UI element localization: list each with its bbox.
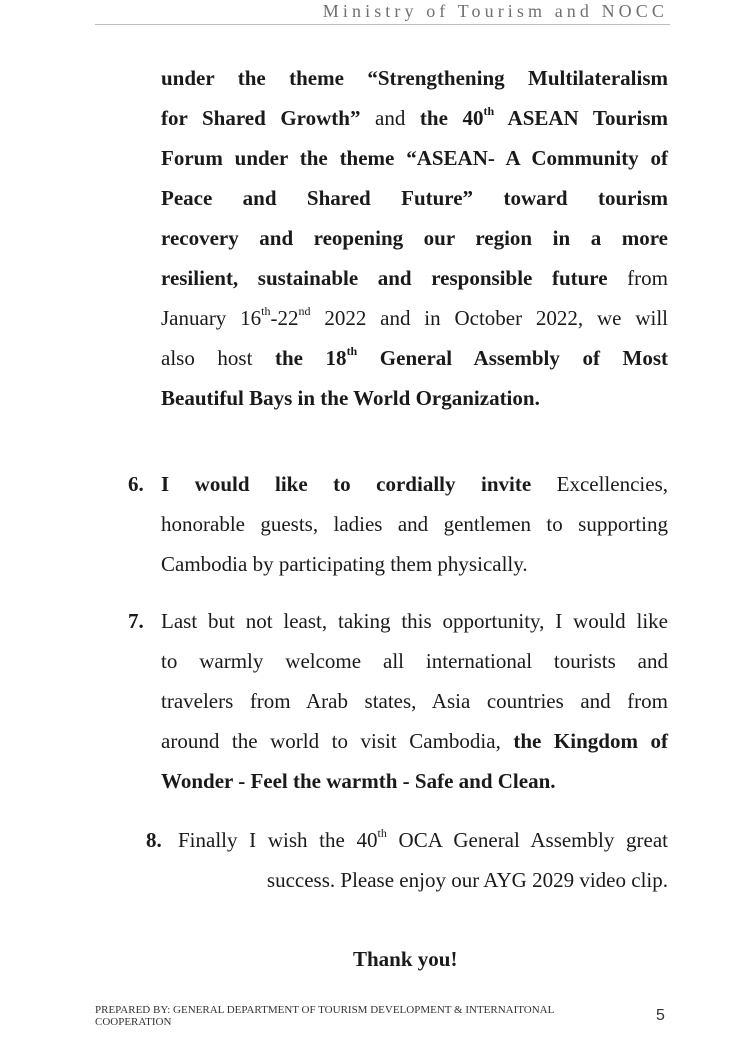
bold-run: I would like to cordially invite bbox=[161, 472, 532, 496]
text-run: and bbox=[360, 106, 420, 130]
bold-run: Peace and Shared Future” toward tourism bbox=[161, 186, 668, 210]
bold-run: Forum under the theme “ASEAN- A Community of bbox=[161, 146, 668, 170]
text-line bbox=[161, 338, 668, 378]
text-run: -22 bbox=[270, 306, 299, 330]
text-line bbox=[161, 178, 668, 218]
bold-run: recovery and reopening our region in a more bbox=[161, 226, 668, 250]
text-line bbox=[161, 218, 668, 258]
text-line bbox=[161, 298, 668, 338]
text-run: honorable guests, ladies and gentlemen to supporting bbox=[161, 512, 668, 536]
text-run: January 16 bbox=[161, 306, 262, 330]
text-line bbox=[161, 464, 668, 504]
page-number: 5 bbox=[656, 1007, 665, 1024]
text-run: around the world to visit Cambodia, bbox=[161, 729, 514, 753]
superscript: nd bbox=[298, 304, 311, 318]
text-run: Finally I wish the 40 bbox=[178, 828, 378, 852]
text-line bbox=[161, 601, 668, 641]
footer-prepared-by: PREPARED BY: GENERAL DEPARTMENT OF TOURISM DEVELOPMENT & INTERNAITONAL COOPERATION bbox=[95, 1004, 554, 1028]
text-line bbox=[161, 761, 668, 801]
superscript: th bbox=[261, 304, 271, 318]
text-run: 2022 and in October 2022, we will bbox=[310, 306, 668, 330]
item-8-number: 8. bbox=[146, 828, 162, 852]
text-line bbox=[161, 544, 668, 584]
item-6-paragraph bbox=[161, 464, 668, 584]
item-6-number: 6. bbox=[128, 472, 144, 496]
text-run: from bbox=[607, 266, 668, 290]
superscript: th bbox=[346, 344, 358, 358]
text-line bbox=[178, 820, 668, 860]
text-run: also host bbox=[161, 346, 275, 370]
text-run: travelers from Arab states, Asia countries and from bbox=[161, 689, 668, 713]
text-run: Excellencies, bbox=[531, 472, 668, 496]
text-line bbox=[161, 681, 668, 721]
bold-run: Wonder - Feel the warmth - Safe and Clean. bbox=[161, 769, 556, 793]
continuation-paragraph bbox=[161, 58, 668, 418]
item-7-paragraph bbox=[161, 601, 668, 801]
text-line bbox=[161, 138, 668, 178]
bold-run: Beautiful Bays in the World Organization. bbox=[161, 386, 540, 410]
text-line bbox=[161, 504, 668, 544]
text-run: to warmly welcome all international tourists and bbox=[161, 649, 668, 673]
item-8-paragraph bbox=[178, 820, 668, 900]
text-line bbox=[161, 378, 668, 418]
bold-run: for Shared Growth” bbox=[161, 106, 361, 130]
bold-run: General Assembly of Most bbox=[357, 346, 668, 370]
text-line bbox=[178, 860, 668, 900]
item-7-number: 7. bbox=[128, 609, 144, 633]
text-line bbox=[161, 98, 668, 138]
text-line bbox=[161, 721, 668, 761]
bold-run: resilient, sustainable and responsible future bbox=[161, 266, 608, 290]
text-run: Last but not least, taking this opportunity, I would like bbox=[161, 609, 668, 633]
bold-run: under the theme “Strengthening Multilateralism bbox=[161, 66, 668, 90]
superscript: th bbox=[483, 104, 495, 118]
text-line bbox=[161, 58, 668, 98]
header-divider bbox=[95, 24, 670, 25]
bold-run: ASEAN Tourism bbox=[494, 106, 668, 130]
bold-run: the 40 bbox=[419, 106, 484, 130]
text-run: success. Please enjoy our AYG 2029 video clip. bbox=[266, 868, 668, 892]
page-header-title: Ministry of Tourism and NOCC bbox=[322, 1, 668, 21]
bold-run: the Kingdom of bbox=[513, 729, 668, 753]
text-run: Cambodia by participating them physically. bbox=[161, 552, 528, 576]
text-run: OCA General Assembly great bbox=[386, 828, 668, 852]
closing-text: Thank you! bbox=[353, 947, 458, 971]
text-line bbox=[161, 258, 668, 298]
bold-run: the 18 bbox=[274, 346, 347, 370]
text-line bbox=[161, 641, 668, 681]
superscript: th bbox=[377, 826, 387, 840]
